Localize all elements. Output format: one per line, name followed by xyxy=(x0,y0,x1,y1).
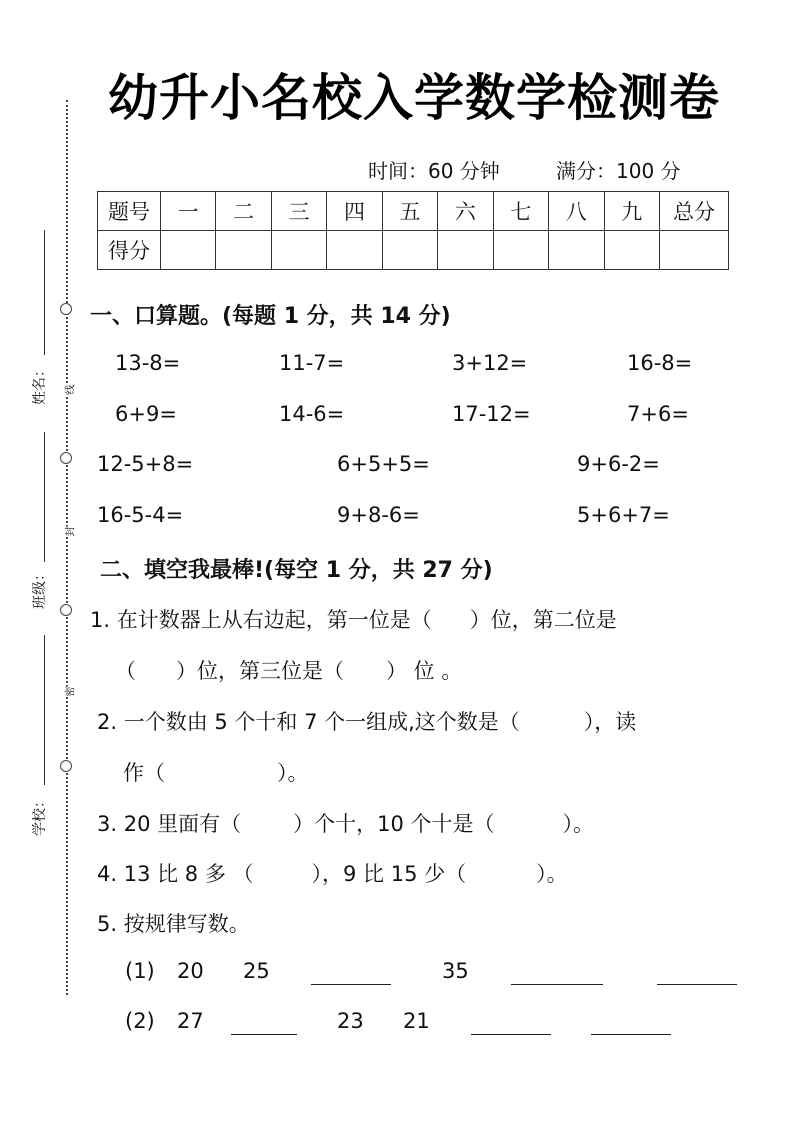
section2-heading: 二、填空我最棒!(每空 1 分，共 27 分) xyxy=(100,558,493,583)
sequence-value: 20 xyxy=(177,959,204,983)
question-text: ）个十，10 个十是（ xyxy=(293,812,495,836)
seal-mark-seal: 封 xyxy=(62,527,77,537)
equation: 17-12= xyxy=(452,402,531,426)
equation: 12-5+8= xyxy=(97,452,194,476)
question-1-line-1 xyxy=(90,604,617,634)
equation: 5+6+7= xyxy=(577,503,670,527)
school-underline xyxy=(44,635,45,785)
sequence-1-label: (1) xyxy=(125,959,155,983)
question-text: （ xyxy=(115,659,136,683)
score-cell[interactable] xyxy=(271,231,326,270)
sequence-answer-line[interactable] xyxy=(591,1016,671,1035)
score-cell[interactable] xyxy=(604,231,660,270)
score-table-header: 七 xyxy=(493,192,548,231)
question-text: 2. 一个数由 5 个十和 7 个一组成,这个数是（ xyxy=(97,710,520,734)
equation: 16-5-4= xyxy=(97,503,184,527)
question-2-line-2 xyxy=(123,757,309,787)
score-table xyxy=(97,191,729,270)
seal-mark-line: 线 xyxy=(62,385,77,395)
name-label: 姓名： xyxy=(32,363,48,405)
equation: 6+5+5= xyxy=(337,452,430,476)
score-cell[interactable] xyxy=(660,231,729,270)
question-4 xyxy=(97,858,568,888)
score-cell[interactable] xyxy=(161,231,216,270)
binding-circle xyxy=(60,604,72,616)
score-table-header: 八 xyxy=(549,192,604,231)
exam-full-score: 满分：100 分 xyxy=(556,159,681,183)
score-cell[interactable] xyxy=(549,231,604,270)
equation: 13-8= xyxy=(115,351,181,375)
score-table-score-row xyxy=(98,231,729,270)
question-text: 4. 13 比 8 多 （ xyxy=(97,862,254,886)
question-text: ）位，第三位是（ xyxy=(176,659,344,683)
score-table-header: 五 xyxy=(382,192,437,231)
name-underline xyxy=(44,230,45,355)
sequence-value: 25 xyxy=(243,959,270,983)
equation: 16-8= xyxy=(627,351,693,375)
section1-heading: 一、口算题。(每题 1 分，共 14 分) xyxy=(90,304,451,329)
equation: 9+8-6= xyxy=(337,503,420,527)
question-2-line-1 xyxy=(97,706,636,736)
score-table-header: 三 xyxy=(271,192,326,231)
sequence-value: 35 xyxy=(442,959,469,983)
sequence-answer-line[interactable] xyxy=(511,966,603,985)
equation: 3+12= xyxy=(452,351,528,375)
sequence-value: 27 xyxy=(177,1009,204,1033)
score-cell[interactable] xyxy=(382,231,437,270)
sequence-answer-line[interactable] xyxy=(657,966,737,985)
binding-circle xyxy=(60,452,72,464)
score-table-row-label: 得分 xyxy=(98,231,161,270)
equation: 6+9= xyxy=(115,402,177,426)
school-label: 学校： xyxy=(32,794,48,836)
score-table-header: 总分 xyxy=(660,192,729,231)
binding-circle xyxy=(60,303,72,315)
equation: 11-7= xyxy=(279,351,345,375)
question-text: ），9 比 15 少（ xyxy=(311,862,467,886)
question-text: 3. 20 里面有（ xyxy=(97,812,242,836)
sequence-answer-line[interactable] xyxy=(471,1016,551,1035)
exam-time: 时间：60 分钟 xyxy=(368,159,500,183)
score-table-header: 六 xyxy=(438,192,493,231)
question-text: 1. 在计数器上从右边起，第一位是（ xyxy=(90,608,432,632)
question-text: ）。 xyxy=(277,761,309,785)
page-title: 幼升小名校入学数学检测卷 xyxy=(108,69,720,127)
score-table-header: 九 xyxy=(604,192,660,231)
score-table-header-row xyxy=(98,192,729,231)
score-table-header: 四 xyxy=(327,192,382,231)
sequence-answer-line[interactable] xyxy=(231,1016,297,1035)
score-cell[interactable] xyxy=(493,231,548,270)
sequence-answer-line[interactable] xyxy=(311,966,391,985)
score-table-header: 一 xyxy=(161,192,216,231)
question-text: ）位，第二位是 xyxy=(469,608,617,632)
question-text: ）。 xyxy=(536,862,568,886)
sequence-value: 21 xyxy=(403,1009,430,1033)
seal-mark-secret: 密 xyxy=(62,687,77,697)
sequence-value: 23 xyxy=(337,1009,364,1033)
question-3 xyxy=(97,808,594,838)
question-text: 作（ xyxy=(123,761,165,785)
question-1-line-2 xyxy=(115,655,462,685)
question-5: 5. 按规律写数。 xyxy=(97,912,250,936)
equation: 14-6= xyxy=(279,402,345,426)
equation: 9+6-2= xyxy=(577,452,660,476)
score-table-header: 二 xyxy=(216,192,271,231)
class-underline xyxy=(44,432,45,562)
class-label: 班级： xyxy=(32,567,48,609)
score-cell[interactable] xyxy=(438,231,493,270)
sequence-2-label: (2) xyxy=(125,1009,155,1033)
question-text: ）。 xyxy=(562,812,595,836)
score-table-row-label: 题号 xyxy=(98,192,161,231)
binding-circle xyxy=(60,760,72,772)
score-cell[interactable] xyxy=(216,231,271,270)
question-text: ），读 xyxy=(583,710,637,734)
score-cell[interactable] xyxy=(327,231,382,270)
binding-dotted-line xyxy=(66,100,68,995)
question-text: ） 位 。 xyxy=(386,659,463,683)
equation: 7+6= xyxy=(627,402,689,426)
